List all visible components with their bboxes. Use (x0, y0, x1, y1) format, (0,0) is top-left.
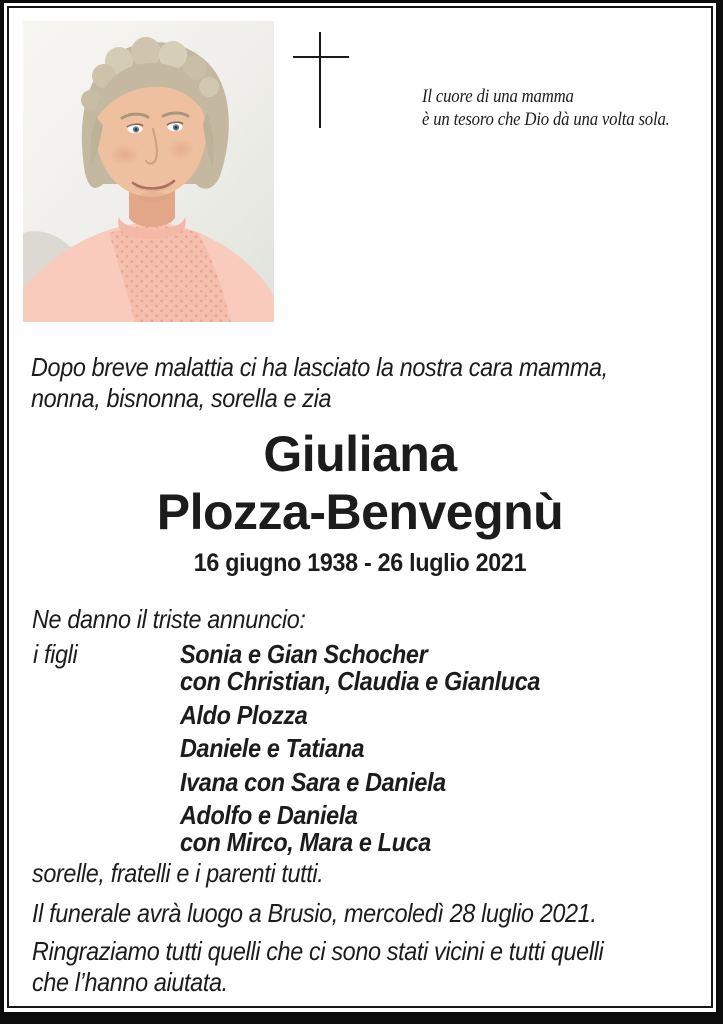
cross-vertical-bar (319, 32, 321, 128)
deceased-last-name: Plozza-Benvegnù (156, 484, 564, 540)
deceased-first-name: Giuliana (263, 426, 457, 482)
epigraph-quote (422, 85, 703, 131)
family-entry-line: Sonia e Gian Schocher (180, 639, 428, 669)
family-entry (180, 766, 580, 797)
family-entry (180, 735, 580, 762)
family-entry-line: Aldo Plozza (180, 699, 308, 730)
life-dates: 16 giugno 1938 - 26 luglio 2021 (193, 549, 527, 577)
family-entry-line: con Mirco, Mara e Luca (180, 827, 431, 857)
intro-paragraph (31, 352, 672, 414)
announcement-heading: Ne danno il triste annuncio: (32, 604, 306, 634)
funeral-notice: Il funerale avrà luogo a Brusio, mercoledì 28 luglio 2021. (32, 898, 597, 928)
cross-icon (290, 30, 352, 130)
family-entry (180, 699, 580, 730)
family-list (180, 641, 580, 863)
deceased-name (30, 425, 690, 541)
portrait-photo (23, 21, 274, 322)
portrait-illustration (23, 21, 274, 322)
family-entry-line: Adolfo e Daniela (180, 800, 358, 830)
epigraph-line-2: è un tesoro che Dio dà una volta sola. (422, 109, 670, 130)
cross-horizontal-bar (293, 56, 349, 58)
family-entry (180, 802, 580, 856)
relation-label: i figli (33, 639, 78, 669)
intro-line-1: Dopo breve malattia ci ha lasciato la nostra cara mamma, (31, 352, 608, 382)
thanks-line-2: che l’hanno aiutata. (32, 967, 228, 997)
intro-line-2: nonna, bisnonna, sorella e zia (31, 383, 332, 413)
family-entry (180, 641, 580, 695)
family-entry-line: Ivana con Sara e Daniela (180, 766, 446, 797)
thanks-paragraph (32, 936, 667, 998)
family-entry-line: Daniele e Tatiana (180, 733, 365, 763)
thanks-line-1: Ringraziamo tutti quelli che ci sono stati vicini e tutti quelli (32, 936, 604, 966)
family-entry-line: con Christian, Claudia e Gianluca (180, 666, 541, 696)
relatives-closing: sorelle, fratelli e i parenti tutti. (32, 858, 324, 888)
epigraph-line-1: Il cuore di una mamma (422, 86, 574, 107)
